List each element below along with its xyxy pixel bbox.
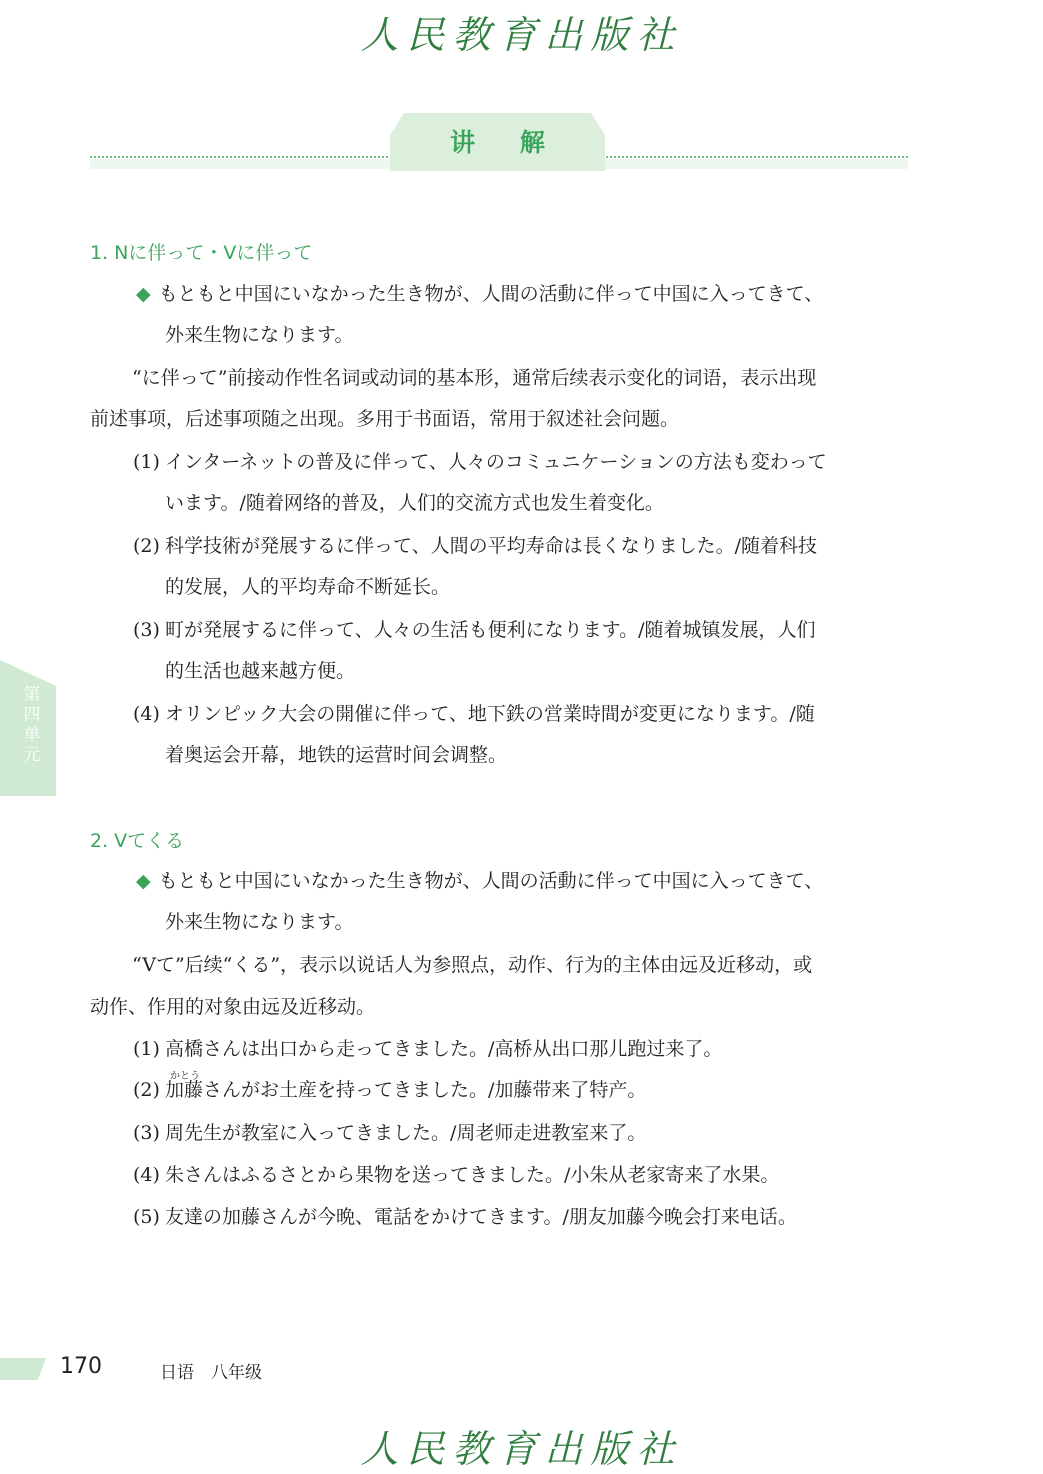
diamond-bullet-icon: ◆	[136, 870, 151, 892]
sample-item	[133, 1204, 797, 1230]
item-number: (4)	[133, 703, 160, 725]
sample-item	[133, 449, 827, 475]
item-number: (1)	[133, 451, 160, 473]
item-number: (5)	[133, 1206, 160, 1228]
sample-item	[133, 1120, 646, 1146]
explanation-1-line2: 前述事项，后述事项随之出现。多用于书面语，常用于叙述社会问题。	[90, 408, 680, 430]
publisher-watermark-top: 人民教育出版社	[360, 13, 683, 57]
item-number: (2)	[133, 1079, 160, 1101]
item-text: オリンピック大会の開催に伴って、地下鉄の営業時間が変更になります。/随	[165, 703, 815, 725]
item-text: 町が発展するに伴って、人々の生活も便利になります。/随着城镇发展，人们	[165, 619, 816, 641]
sample-item	[133, 1162, 779, 1188]
item-text: 科学技術が発展するに伴って、人間の平均寿命は長くなりました。/随着科技	[165, 535, 818, 557]
sample-item	[133, 533, 817, 559]
example-sentence-1-cont: 外来生物になります。	[165, 324, 354, 346]
sample-item	[133, 1036, 722, 1062]
publisher-watermark-bottom: 人民教育出版社	[360, 1427, 683, 1471]
item-text: インターネットの普及に伴って、人々のコミュニケーションの方法も変わって	[165, 451, 827, 473]
unit-side-tab-label: 第四单元	[23, 685, 41, 765]
book-title: 日语 八年级	[160, 1363, 262, 1383]
footer-accent-bar	[0, 1358, 46, 1380]
sample-item	[133, 617, 816, 643]
sample-item-cont: います。/随着网络的普及，人们的交流方式也发生着变化。	[165, 492, 664, 514]
example-sentence-2-cont: 外来生物になります。	[165, 911, 354, 933]
sample-item-cont: 着奥运会开幕，地铁的运营时间会调整。	[165, 744, 508, 766]
item-text: 加藤さんがお土産を持ってきました。/加藤带来了特产。	[165, 1079, 647, 1101]
example-text: もともと中国にいなかった生き物が、人間の活動に伴って中国に入ってきて、	[158, 283, 824, 305]
sample-item-cont: 的生活也越来越方便。	[165, 660, 356, 682]
item-text: 周先生が教室に入ってきました。/周老师走进教室来了。	[165, 1122, 647, 1144]
sample-item	[133, 1077, 646, 1103]
item-number: (3)	[133, 619, 160, 641]
item-number: (1)	[133, 1038, 160, 1060]
section-header	[90, 113, 908, 173]
item-number: (3)	[133, 1122, 160, 1144]
item-number: (2)	[133, 535, 160, 557]
grammar-point-1-heading: 1. Nに伴って・Vに伴って	[90, 242, 313, 264]
explanation-2-line2: 动作、作用的对象由远及近移动。	[90, 996, 376, 1018]
explanation-1-line1: “に伴って”前接动作性名词或动词的基本形，通常后续表示变化的词语，表示出现	[132, 367, 817, 389]
page-number: 170	[60, 1354, 102, 1379]
diamond-bullet-icon: ◆	[136, 283, 151, 305]
sample-item-cont: 的发展，人的平均寿命不断延长。	[165, 576, 451, 598]
section-title: 讲 解	[450, 128, 563, 157]
item-text: 高橋さんは出口から走ってきました。/高桥从出口那儿跑过来了。	[165, 1038, 723, 1060]
item-text: 友達の加藤さんが今晩、電話をかけてきます。/朋友加藤今晚会打来电话。	[165, 1206, 797, 1228]
grammar-point-2-heading: 2. Vてくる	[90, 830, 185, 852]
item-number: (4)	[133, 1164, 160, 1186]
example-sentence-1	[136, 281, 823, 307]
furigana-kato: かとう	[170, 1071, 200, 1082]
item-text: 朱さんはふるさとから果物を送ってきました。/小朱从老家寄来了水果。	[165, 1164, 780, 1186]
example-text: もともと中国にいなかった生き物が、人間の活動に伴って中国に入ってきて、	[158, 870, 824, 892]
example-sentence-2	[136, 868, 823, 894]
explanation-2-line1: “Vて”后续“くる”，表示以说话人为参照点，动作、行为的主体由远及近移动，或	[132, 954, 813, 976]
sample-item	[133, 701, 815, 727]
